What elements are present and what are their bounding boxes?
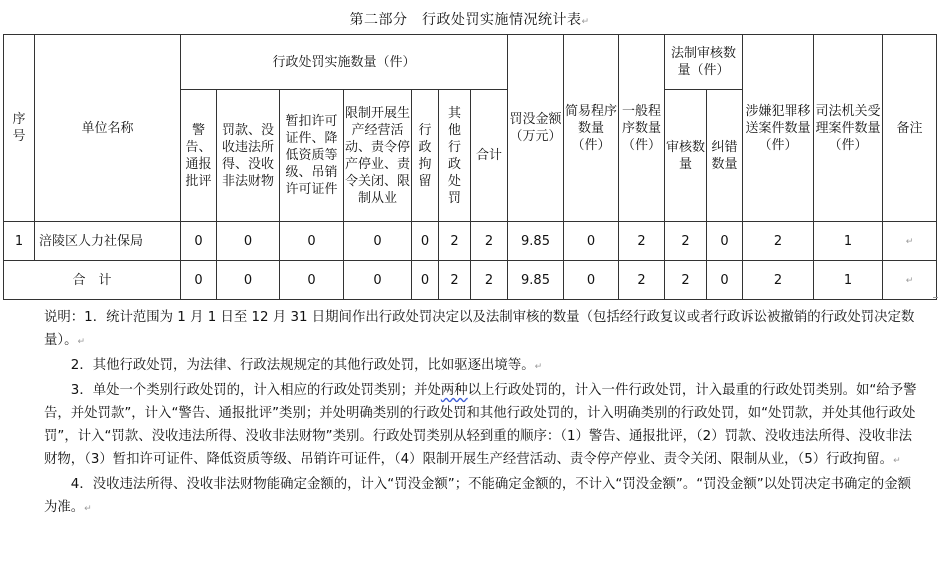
- penalty-statistics-table: [3, 34, 937, 300]
- cell-warning: 0: [181, 222, 217, 261]
- cell-restrict: 0: [344, 222, 412, 261]
- total-remark: [883, 261, 937, 300]
- total-other: 2: [439, 261, 471, 300]
- cell-detention: 0: [412, 222, 439, 261]
- header-fine: 罚款、没收违法所得、没收非法财物: [217, 90, 280, 222]
- title-text: 第二部分 行政处罚实施情况统计表: [349, 12, 582, 28]
- total-detention: 0: [412, 261, 439, 300]
- paragraph-mark-icon: ↵: [905, 275, 914, 286]
- total-general: 2: [619, 261, 665, 300]
- header-total: 合计: [471, 90, 508, 222]
- total-simple: 0: [564, 261, 619, 300]
- table-row: [4, 222, 937, 261]
- total-restrict: 0: [344, 261, 412, 300]
- header-warning: 警告、通报批评: [181, 90, 217, 222]
- header-simple: 简易程序数量（件）: [564, 35, 619, 222]
- header-judicial: 司法机关受理案件数量（件）: [814, 35, 883, 222]
- note-3: 3．单处一个类别行政处罚的，计入相应的行政处罚类别；并处两种以上行政处罚的，计入一件行政处罚，计入最重的行政处罚类别。如“给予警告，并处罚款”，计入“警告、通报批评”类别；并处明确类别的行政处罚和其他行政处罚的，计入明确类别的行政处罚，如“处罚款，并处其他行政处罚”，计入“罚款、没收违法所得、没收非法财物”类别。行政处罚类别从轻到重的顺序：（1）警告、通报批评，（2）罚款、没收违法所得、没收非法财物，（3）暂扣许可证件、降低资质等级、吊销许可证件，（4）限制开展生产经营活动、责令停产停业、责令关闭、限制从业，（5）行政拘留。↵: [44, 383, 917, 467]
- cell-review: 2: [665, 222, 707, 261]
- paragraph-mark-icon: ↵: [581, 17, 590, 27]
- header-count-group: 行政处罚实施数量（件）: [181, 35, 508, 90]
- notes-section: [44, 306, 922, 521]
- cell-other: 2: [439, 222, 471, 261]
- total-warning: 0: [181, 261, 217, 300]
- spellcheck-underline: 两种: [440, 383, 468, 398]
- header-unit: 单位名称: [35, 35, 181, 222]
- document-title: [0, 9, 939, 29]
- cell-unit: 涪陵区人力社保局: [35, 222, 181, 261]
- page-edge-marker: [933, 297, 938, 299]
- total-suspend: 0: [280, 261, 344, 300]
- cell-correct: 0: [707, 222, 743, 261]
- total-judicial: 1: [814, 261, 883, 300]
- total-total: 2: [471, 261, 508, 300]
- note-2: 2．其他行政处罚，为法律、行政法规规定的其他行政处罚，比如驱逐出境等。↵: [70, 358, 543, 373]
- total-crime: 2: [743, 261, 814, 300]
- header-crime: 涉嫌犯罪移送案件数量（件）: [743, 35, 814, 222]
- total-fine: 0: [217, 261, 280, 300]
- header-amount: 罚没金额（万元）: [508, 35, 564, 222]
- cell-crime: 2: [743, 222, 814, 261]
- header-legal-group: 法制审核数量（件）: [665, 35, 743, 90]
- cell-simple: 0: [564, 222, 619, 261]
- cell-judicial: 1: [814, 222, 883, 261]
- header-suspend: 暂扣许可证件、降低资质等级、吊销许可证件: [280, 90, 344, 222]
- cell-total-label: 合 计: [4, 261, 181, 300]
- header-seq: 序号: [4, 35, 35, 222]
- note-4: 4．没收违法所得、没收非法财物能确定金额的，计入“罚没金额”；不能确定金额的，不计入“罚没金额”。“罚没金额”以处罚决定书确定的金额为准。↵: [44, 477, 911, 515]
- cell-amount: 9.85: [508, 222, 564, 261]
- header-detention: 行政拘留: [412, 90, 439, 222]
- cell-seq: 1: [4, 222, 35, 261]
- header-other: 其他行政处罚: [439, 90, 471, 222]
- header-remark: 备注: [883, 35, 937, 222]
- paragraph-mark-icon: ↵: [905, 236, 914, 247]
- header-correct: 纠错数量: [707, 90, 743, 222]
- total-correct: 0: [707, 261, 743, 300]
- cell-total: 2: [471, 222, 508, 261]
- cell-general: 2: [619, 222, 665, 261]
- note-1: 说明：1．统计范围为 1 月 1 日至 12 月 31 日期间作出行政处罚决定以及法制审核的数量（包括经行政复议或者行政诉讼被撤销的行政处罚决定数量）。↵: [44, 310, 915, 348]
- header-restrict: 限制开展生产经营活动、责令停产停业、责令关闭、限制从业: [344, 90, 412, 222]
- total-review: 2: [665, 261, 707, 300]
- cell-remark: [883, 222, 937, 261]
- cell-suspend: 0: [280, 222, 344, 261]
- header-review: 审核数量: [665, 90, 707, 222]
- total-amount: 9.85: [508, 261, 564, 300]
- total-row: [4, 261, 937, 300]
- header-general: 一般程序数量（件）: [619, 35, 665, 222]
- cell-fine: 0: [217, 222, 280, 261]
